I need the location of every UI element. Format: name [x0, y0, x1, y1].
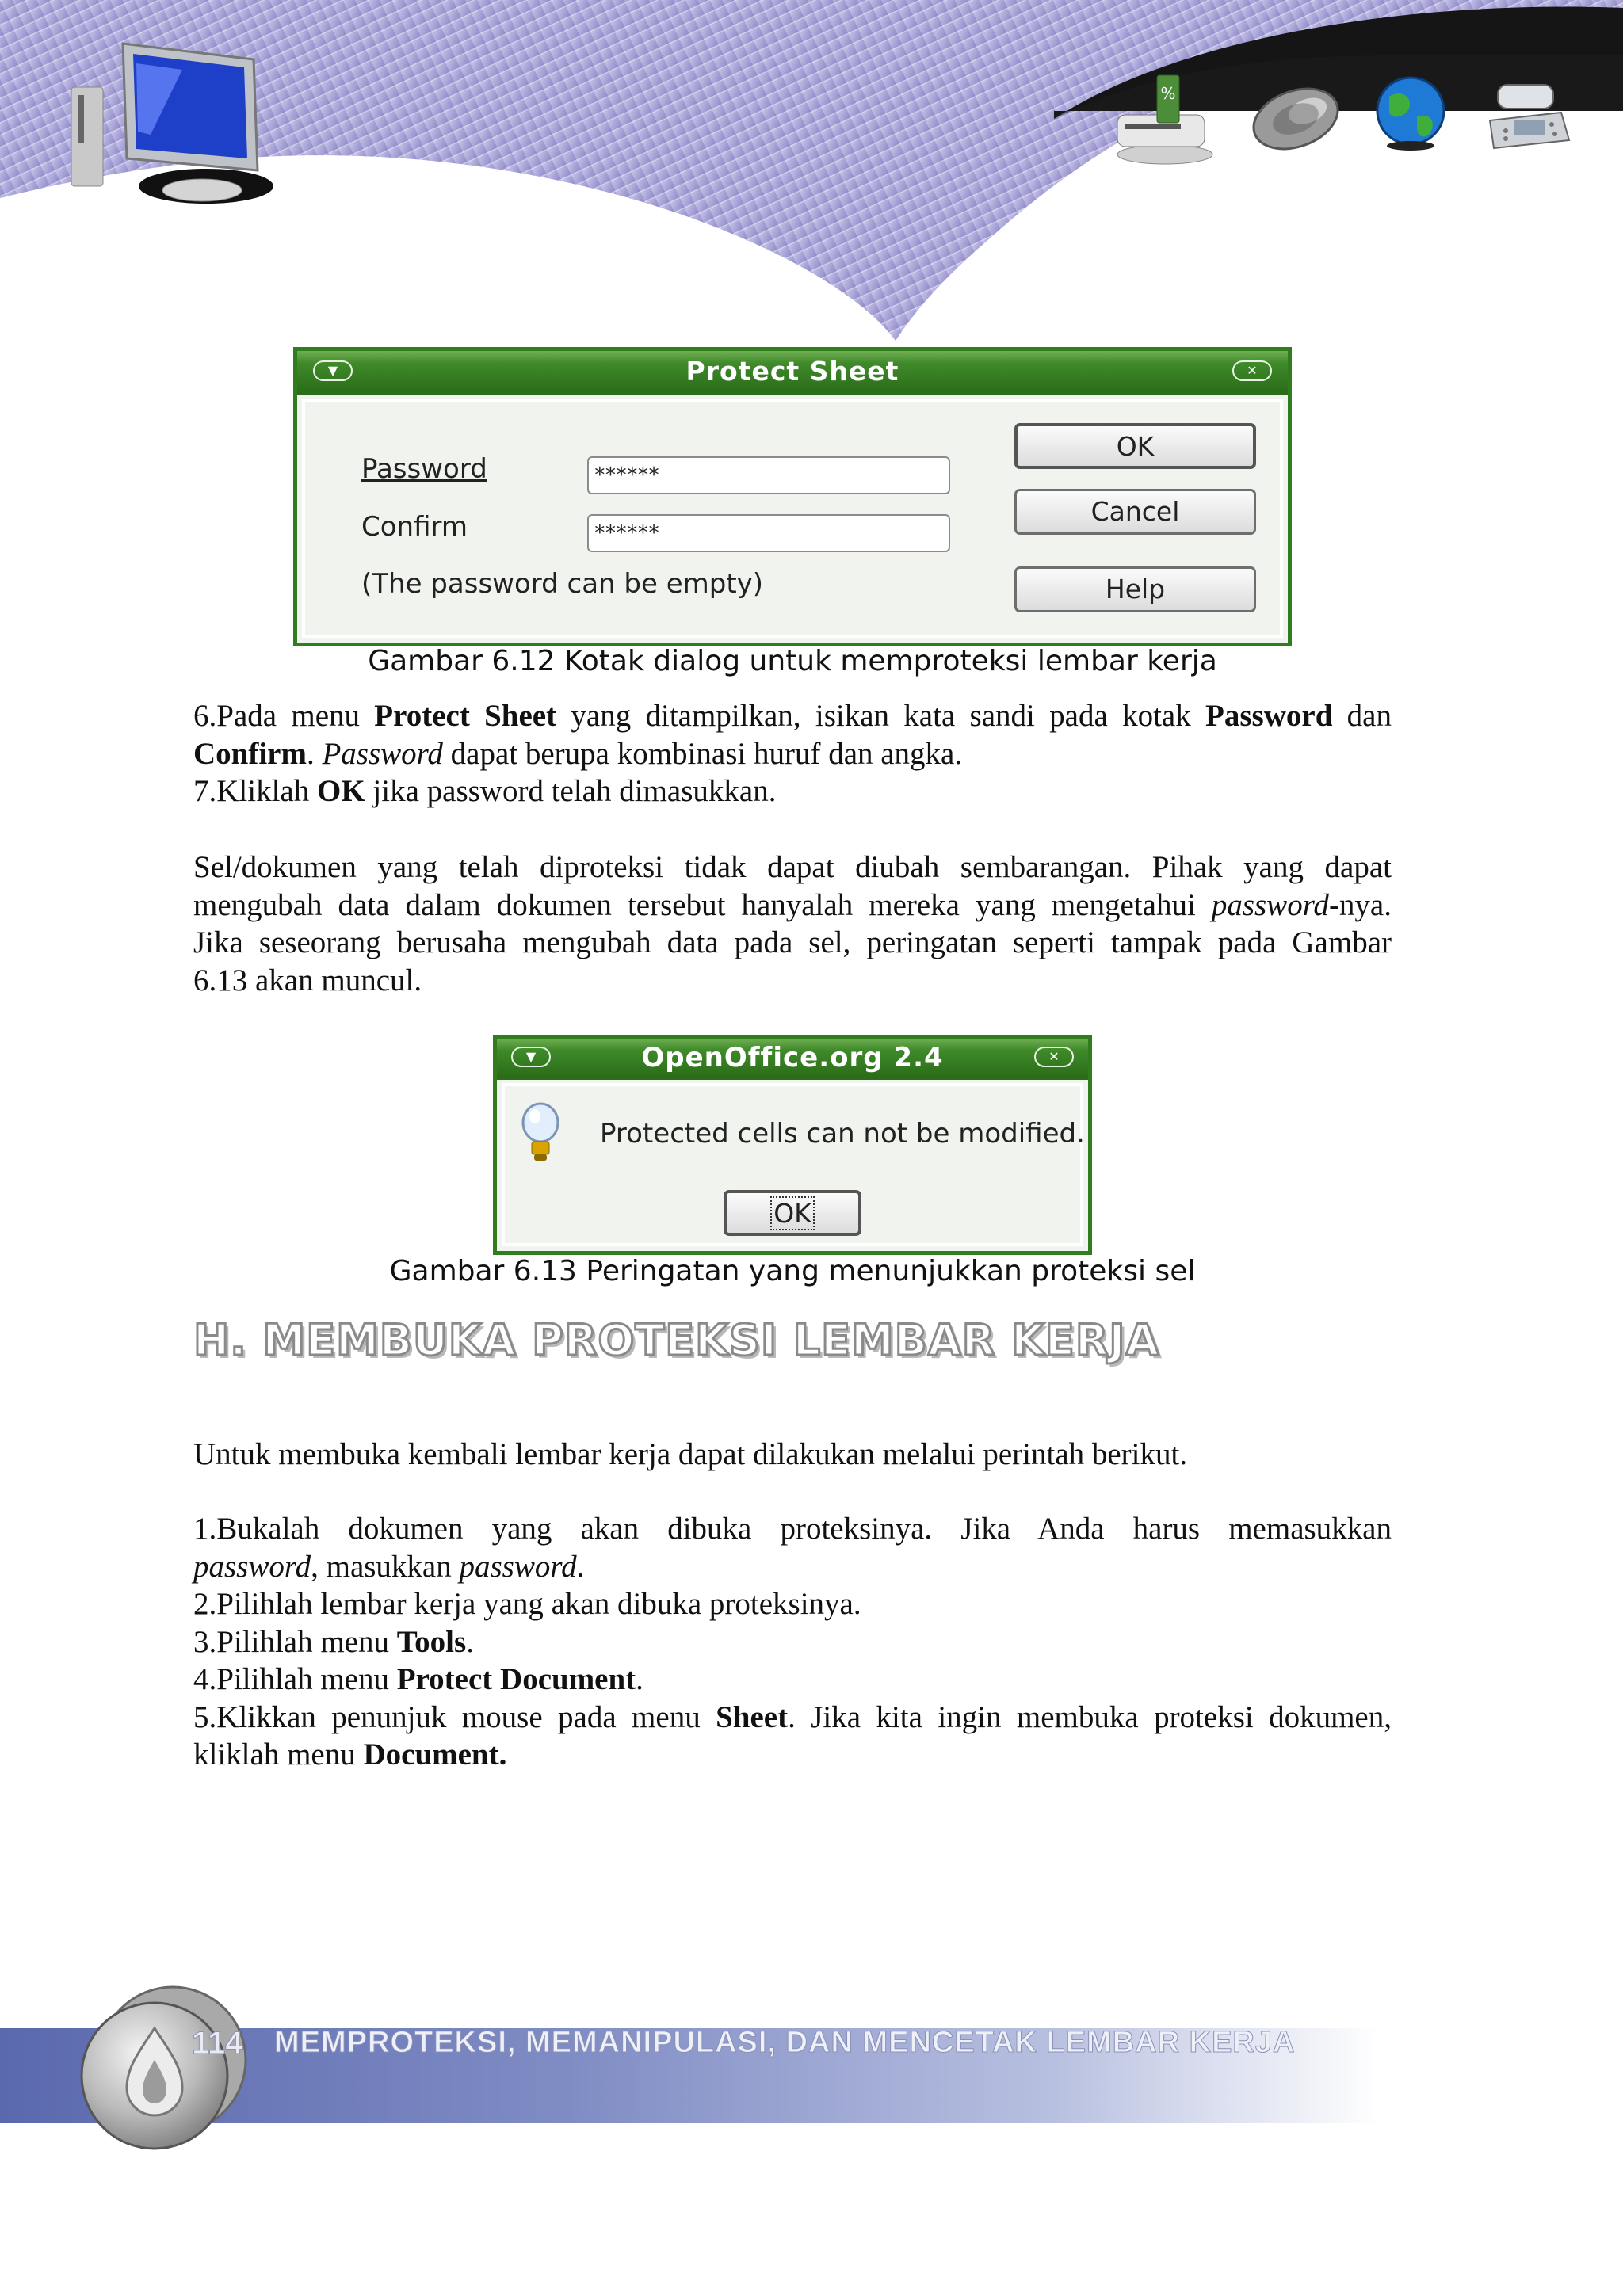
paragraph-line-1: Sel/dokumen yang telah diproteksi tidak dapat diubah sembarangan. Pihak yang dapat	[193, 850, 1392, 884]
step-1-line-1: 1.Bukalah dokumen yang akan dibuka proteksinya. Jika Anda harus memasukkan	[193, 1512, 1392, 1546]
warning-ok-button[interactable]	[724, 1190, 861, 1236]
confirm-label: Confirm	[361, 511, 468, 543]
telephone-icon	[1482, 77, 1573, 152]
close-icon[interactable]: ✕	[1034, 1047, 1074, 1067]
confirm-field[interactable]: ******	[587, 514, 950, 552]
step-5-line-1: 5.Klikkan penunjuk mouse pada menu Sheet. Jika kita ingin membuka proteksi dokumen,	[193, 1699, 1392, 1734]
page-number: 114	[192, 2026, 243, 2061]
help-button[interactable]: Help	[1014, 566, 1256, 612]
step-6-line-2: Confirm. Password dapat berupa kombinasi huruf dan angka.	[193, 736, 963, 771]
password-note: (The password can be empty)	[361, 568, 764, 600]
intro-paragraph	[193, 1436, 1392, 1474]
window-menu-icon[interactable]: ▼	[511, 1047, 551, 1067]
step-4: 4.Pilihlah menu Protect Document.	[193, 1662, 643, 1696]
password-field[interactable]: ******	[587, 456, 950, 494]
computer-monitor-icon	[63, 40, 277, 210]
step-6-line-1: 6.Pada menu Protect Sheet yang ditampilkan, isikan kata sandi pada kotak Password dan	[193, 699, 1392, 733]
warning-dialog	[493, 1035, 1092, 1255]
step-5-line-2: kliklah menu Document.	[193, 1737, 507, 1772]
password-label: Password	[361, 453, 487, 485]
dialog-titlebar	[297, 351, 1288, 395]
dialog-title: Protect Sheet	[685, 356, 899, 387]
paragraph-line-4: 6.13 akan muncul.	[193, 963, 422, 997]
close-icon[interactable]: ✕	[1232, 360, 1272, 381]
window-menu-icon[interactable]: ▼	[313, 360, 353, 381]
step-1-line-2: password, masukkan password.	[193, 1549, 585, 1584]
step-3: 3.Pilihlah menu Tools.	[193, 1624, 474, 1659]
paragraph-line-3: Jika seseorang berusaha mengubah data pada sel, peringatan seperti tampak pada Gambar	[193, 925, 1392, 959]
cancel-button[interactable]: Cancel	[1014, 489, 1256, 535]
globe-icon	[1373, 73, 1449, 152]
step-7: 7.Kliklah OK jika password telah dimasukkan.	[193, 774, 777, 808]
warning-titlebar	[497, 1039, 1088, 1080]
warning-title: OpenOffice.org 2.4	[641, 1042, 944, 1074]
router-icon	[1109, 67, 1216, 166]
paragraph-line-2: mengubah data dalam dokumen tersebut hanyalah mereka yang mengetahui password-nya.	[193, 887, 1392, 922]
figure-caption-1: Gambar 6.12 Kotak dialog untuk memproteksi lembar kerja	[368, 645, 1217, 677]
section-heading: H. MEMBUKA PROTEKSI LEMBAR KERJA	[193, 1315, 1160, 1365]
footer-title: MEMPROTEKSI, MEMANIPULASI, DAN MENCETAK LEMBAR KERJA	[274, 2026, 1296, 2059]
warning-message: Protected cells can not be modified.	[600, 1118, 1085, 1150]
protection-paragraph	[193, 849, 1392, 999]
step-2: 2.Pilihlah lembar kerja yang akan dibuka proteksinya.	[193, 1587, 861, 1621]
ok-button[interactable]: OK	[1014, 423, 1256, 469]
lightbulb-icon	[521, 1102, 560, 1164]
steps-unprotect	[193, 1510, 1392, 1774]
steps-protect	[193, 697, 1392, 810]
intro-line: Untuk membuka kembali lembar kerja dapat dilakukan melalui perintah berikut.	[193, 1437, 1188, 1471]
ok-button-label: OK	[770, 1196, 815, 1230]
protect-sheet-dialog	[293, 347, 1292, 646]
cd-disc-icon	[79, 1985, 250, 2155]
mouse-icon	[1248, 83, 1343, 154]
figure-caption-2: Gambar 6.13 Peringatan yang menunjukkan proteksi sel	[389, 1255, 1196, 1287]
svg-text:%: %	[1160, 84, 1176, 103]
